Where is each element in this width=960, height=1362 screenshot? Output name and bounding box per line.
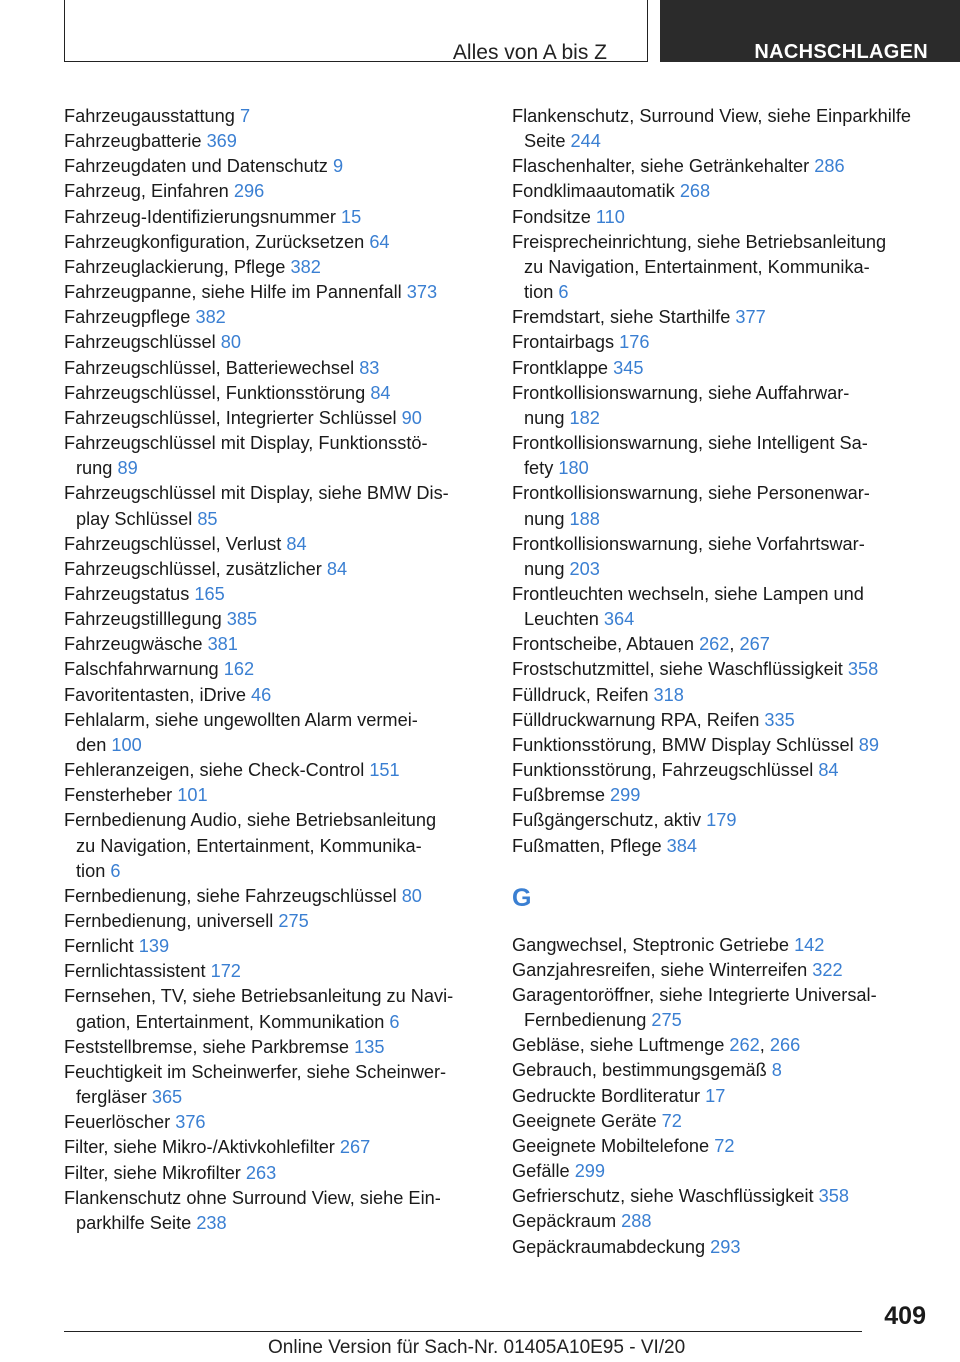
index-entry <box>64 305 484 330</box>
index-entry-text: Frontleuchten wechseln, siehe Lampen und <box>512 583 864 604</box>
header-section-title: Alles von A bis Z <box>452 41 607 64</box>
index-entry-text: Fülldruckwarnung RPA, Reifen <box>512 709 765 730</box>
index-entry <box>512 582 952 632</box>
index-entry-text: Geeignete Geräte <box>512 1110 662 1131</box>
index-entry-text: nung <box>524 508 570 529</box>
index-entry-text: Fahrzeugstilllegung <box>64 609 227 630</box>
index-entry-text: Fahrzeugschlüssel, Verlust <box>64 533 287 554</box>
index-entry <box>64 129 484 154</box>
index-entry-text: Garagentoröffner, siehe Integrierte Universal- <box>512 985 877 1005</box>
index-entry-text: Frontkollisionswarnung, siehe Intelligent Sa- <box>512 433 868 454</box>
page-link[interactable]: 377 <box>735 307 766 328</box>
index-entry <box>512 179 952 204</box>
index-entry-text: zu Navigation, Entertainment, Kommunika- <box>524 256 870 277</box>
index-entry-text: Fahrzeugwäsche <box>64 634 208 655</box>
page-link[interactable]: 275 <box>278 911 309 931</box>
page-link[interactable]: 203 <box>569 558 600 579</box>
index-entry-text: Fondklimaautomatik <box>512 181 680 202</box>
index-entry-text: tion <box>524 282 559 303</box>
index-entry-text: Seite <box>524 131 571 152</box>
page-link[interactable]: 72 <box>714 1135 735 1156</box>
page-link[interactable]: 381 <box>207 634 238 655</box>
index-entry-text: parkhilfe Seite <box>76 1212 197 1233</box>
page-link[interactable]: 80 <box>401 885 422 906</box>
index-entry-text: Fahrzeugschlüssel, Funktionsstörung <box>64 382 371 403</box>
page-link[interactable]: 176 <box>619 332 650 353</box>
index-entry-text: Favoritentasten, iDrive <box>64 684 251 705</box>
page-link[interactable]: 64 <box>369 231 390 252</box>
index-entry <box>64 959 484 984</box>
index-entry <box>512 431 952 481</box>
page-link[interactable]: 179 <box>706 810 737 831</box>
index-entry <box>64 356 484 381</box>
index-entry-text: Fülldruck, Reifen <box>512 684 654 705</box>
index-entry-text: Fahrzeugstatus <box>64 583 195 604</box>
page-link[interactable]: 267 <box>339 1137 371 1158</box>
index-entry <box>512 154 952 179</box>
index-entry-text: Fahrzeugschlüssel <box>64 332 221 353</box>
page-link[interactable]: 17 <box>705 1085 726 1106</box>
page-link[interactable]: 8 <box>771 1060 782 1081</box>
index-entry <box>512 733 952 758</box>
index-entry-text: gation, Entertainment, Kommunikation <box>76 1011 390 1032</box>
index-entry <box>512 330 952 355</box>
index-entry <box>512 205 952 230</box>
index-entry-text: Fahrzeugschlüssel, zusätzlicher <box>64 558 327 579</box>
index-entry <box>64 1135 484 1160</box>
index-entry-text: Fußbremse <box>512 785 611 806</box>
index-entry <box>64 330 484 355</box>
index-entry-text: Fahrzeugschlüssel mit Display, Funktionsstö- <box>64 433 428 454</box>
index-entry <box>512 1134 952 1159</box>
footer-text: Online Version für Sach-Nr. 01405A10E95 - VI/20 <box>268 1337 686 1358</box>
header-chapter-tab <box>660 0 960 62</box>
page-link[interactable]: 318 <box>653 684 684 705</box>
index-entry-text: Fernlichtassistent <box>64 961 211 982</box>
index-entry <box>64 406 484 431</box>
index-entry-text: rung <box>76 458 118 479</box>
header-chapter-label: NACHSCHLAGEN <box>754 41 928 63</box>
index-entry-text: Fußgängerschutz, aktiv <box>512 810 707 831</box>
index-entry-text: Fahrzeugschlüssel mit Display, siehe BMW Dis- <box>64 483 449 504</box>
page-link[interactable]: 80 <box>220 332 241 353</box>
page-link[interactable]: 268 <box>679 181 711 202</box>
section-letter-g: G <box>512 883 532 912</box>
index-list-g <box>512 933 952 1260</box>
index-entry-text: Frontkollisionswarnung, siehe Personenwar- <box>512 483 870 504</box>
page-number: 409 <box>884 1302 926 1330</box>
page-link[interactable]: 172 <box>210 961 241 982</box>
page-link[interactable]: 83 <box>359 357 380 378</box>
index-entry-text: Flaschenhalter, siehe Getränkehalter <box>512 156 815 177</box>
index-entry <box>512 356 952 381</box>
index-column-left <box>64 104 484 1236</box>
index-entry <box>64 934 484 959</box>
index-entry-text: fety <box>524 458 559 479</box>
index-entry-text: Fahrzeugschlüssel, Batteriewechsel <box>64 357 360 378</box>
index-entry-text: Fahrzeugausstattung <box>64 106 240 126</box>
index-entry <box>64 280 484 305</box>
index-entry-text: Fahrzeug, Einfahren <box>64 181 234 202</box>
index-entry <box>64 104 484 129</box>
index-entry <box>64 783 484 808</box>
page-link[interactable]: 100 <box>111 734 142 755</box>
page-link[interactable]: 188 <box>569 508 600 529</box>
index-entry-text: nung <box>524 558 570 579</box>
index-entry <box>512 481 952 531</box>
index-entry-text: zu Navigation, Entertainment, Kommunika- <box>76 835 422 856</box>
index-entry-text: Gepäckraumabdeckung <box>512 1236 711 1257</box>
page-link[interactable]: 15 <box>340 206 362 227</box>
page-link[interactable]: 244 <box>570 131 601 152</box>
page-link[interactable]: 142 <box>794 934 825 955</box>
index-entry-text: Frontairbags <box>512 332 620 353</box>
index-entry <box>512 1209 952 1234</box>
index-entry <box>64 381 484 406</box>
page-link[interactable]: 358 <box>847 659 879 680</box>
page-link[interactable]: 9 <box>332 156 344 177</box>
index-entry-text: Geeignete Mobiltelefone <box>512 1135 715 1156</box>
index-entry-text: Fensterheber <box>64 785 178 806</box>
page-link[interactable]: 84 <box>370 382 391 403</box>
index-entry <box>512 1084 952 1109</box>
index-entry <box>64 179 484 204</box>
page-link[interactable]: 84 <box>818 760 839 781</box>
index-entry <box>512 230 952 305</box>
page-link[interactable]: 110 <box>595 206 625 227</box>
index-entry <box>64 683 484 708</box>
index-entry <box>64 557 484 582</box>
page-link[interactable]: 382 <box>195 307 226 328</box>
index-entry <box>64 808 484 883</box>
index-entry-text: Fehlalarm, siehe ungewollten Alarm vermei- <box>64 709 418 730</box>
page-link[interactable]: 180 <box>558 458 589 479</box>
index-entry-text: Gebläse, siehe Luftmenge <box>512 1035 730 1056</box>
page-link[interactable]: 151 <box>369 760 400 781</box>
index-entry <box>512 683 952 708</box>
header-section-box <box>64 0 648 62</box>
page-link[interactable]: 6 <box>110 860 121 881</box>
index-entry <box>64 1186 484 1236</box>
index-entry <box>512 1235 952 1260</box>
index-entry-text: Gangwechsel, Steptronic Getriebe <box>512 934 795 955</box>
index-entry-text: Fernbedienung <box>524 1010 652 1031</box>
page-link[interactable]: 369 <box>206 131 237 152</box>
page-link[interactable]: 90 <box>401 407 422 428</box>
index-entry <box>512 104 952 154</box>
index-entry-text: Gefrierschutz, siehe Waschflüssigkeit <box>512 1186 819 1207</box>
page-link[interactable]: 89 <box>858 734 879 755</box>
index-entry <box>64 1161 484 1186</box>
page-link[interactable]: 263 <box>245 1162 277 1183</box>
index-entry-text: Fahrzeugdaten und Datenschutz <box>64 156 333 177</box>
index-entry-text: nung <box>524 407 570 428</box>
index-entry-text: Freisprecheinrichtung, siehe Betriebsanleitung <box>512 231 887 252</box>
page-link[interactable]: 84 <box>326 558 348 579</box>
index-entry-text: Fahrzeugpflege <box>64 307 196 328</box>
index-entry <box>64 632 484 657</box>
index-entry-text: Fremdstart, siehe Starthilfe <box>512 307 736 328</box>
page-link[interactable]: 376 <box>175 1112 206 1133</box>
index-entry <box>512 708 952 733</box>
page-link[interactable]: 6 <box>389 1011 400 1032</box>
index-entry <box>64 532 484 557</box>
index-entry <box>64 984 484 1034</box>
index-entry-text: tion <box>76 860 111 881</box>
index-entry-text: Fernbedienung, universell <box>64 911 279 931</box>
index-entry-text: Ganzjahresreifen, siehe Winterreifen <box>512 959 813 980</box>
page-link[interactable]: 345 <box>613 357 644 378</box>
page-link[interactable]: 299 <box>574 1161 606 1182</box>
index-entry-text: Feuchtigkeit im Scheinwerfer, siehe Scheinwer- <box>64 1061 447 1082</box>
index-entry-text: Frostschutzmittel, siehe Waschflüssigkeit <box>512 659 848 680</box>
index-entry <box>512 808 952 833</box>
index-entry <box>64 205 484 230</box>
index-entry <box>512 381 952 431</box>
page-link[interactable]: 335 <box>764 709 795 730</box>
index-entry-text: Leuchten <box>524 609 604 630</box>
page-link[interactable]: 72 <box>661 1110 682 1131</box>
index-entry-text: Frontkollisionswarnung, siehe Vorfahrtswar- <box>512 533 865 554</box>
index-entry <box>512 783 952 808</box>
index-entry <box>64 230 484 255</box>
index-entry <box>64 708 484 758</box>
index-entry <box>64 758 484 783</box>
index-entry <box>512 532 952 582</box>
page-link[interactable]: 296 <box>233 181 265 202</box>
index-entry-text: Feuerlöscher <box>64 1112 176 1133</box>
index-entry <box>64 1110 484 1135</box>
index-entry-text: Fernsehen, TV, siehe Betriebsanleitung zu Navi- <box>64 986 454 1007</box>
index-entry <box>512 933 952 958</box>
index-entry <box>64 255 484 280</box>
index-entry <box>64 154 484 179</box>
page-link[interactable]: 165 <box>194 583 225 604</box>
page-link[interactable]: 135 <box>354 1036 385 1057</box>
page-link[interactable]: 84 <box>286 533 307 554</box>
page-link[interactable]: 365 <box>151 1087 183 1108</box>
page-link[interactable]: 46 <box>251 684 272 705</box>
page-link[interactable]: 266 <box>769 1035 801 1056</box>
page-link[interactable]: 382 <box>290 256 321 277</box>
index-entry-text: fergläser <box>76 1087 152 1108</box>
index-entry-text: Gefälle <box>512 1161 575 1182</box>
page-link[interactable]: 322 <box>812 959 843 980</box>
index-entry-text: Fahrzeuglackierung, Pflege <box>64 256 291 277</box>
index-entry-text: Frontklappe <box>512 357 614 378</box>
index-entry-text: Falschfahrwarnung <box>64 659 224 680</box>
page-link[interactable]: 267 <box>739 634 770 655</box>
index-entry-text: Gebrauch, bestimmungsgemäß <box>512 1060 772 1081</box>
index-column-right <box>512 104 952 1260</box>
index-entry <box>64 657 484 682</box>
index-entry <box>64 582 484 607</box>
index-entry-text: Fahrzeugschlüssel, Integrierter Schlüssel <box>64 407 402 428</box>
page-link[interactable]: 288 <box>621 1211 652 1232</box>
index-entry-text: Funktionsstörung, BMW Display Schlüssel <box>512 734 859 755</box>
index-entry-text: Flankenschutz, Surround View, siehe Einparkhilfe <box>512 106 912 126</box>
index-entry: Gebläse, siehe Luftmenge 262, 266 <box>512 1035 801 1056</box>
index-entry <box>64 481 484 531</box>
index-entry-text: Fondsitze <box>512 206 596 227</box>
page-link[interactable]: 262 <box>729 1035 760 1056</box>
page-link[interactable]: 7 <box>239 106 251 126</box>
page-link[interactable]: 364 <box>603 609 635 630</box>
index-entry <box>512 1159 952 1184</box>
index-entry-text: play Schlüssel <box>76 508 198 529</box>
page-link[interactable]: 101 <box>177 785 208 806</box>
index-entry-text: Frontscheibe, Abtauen <box>512 634 700 655</box>
page-link[interactable]: 182 <box>569 407 600 428</box>
index-entry-text: Fahrzeugkonfiguration, Zurücksetzen <box>64 231 370 252</box>
page-link[interactable]: 373 <box>406 282 438 303</box>
page-link[interactable]: 384 <box>666 835 698 856</box>
page-link[interactable]: 385 <box>226 609 258 630</box>
index-entry: Frontscheibe, Abtauen 262, 267 <box>512 634 770 655</box>
index-entry-text: Gedruckte Bordliteratur <box>512 1085 706 1106</box>
index-entry <box>64 1035 484 1060</box>
index-entry-text: Fußmatten, Pflege <box>512 835 667 856</box>
index-list-left <box>64 104 484 1236</box>
index-entry-text: Flankenschutz ohne Surround View, siehe Ein- <box>64 1187 441 1208</box>
page-link[interactable]: 262 <box>699 634 730 655</box>
index-entry <box>512 958 952 983</box>
index-entry-text: Fernbedienung, siehe Fahrzeugschlüssel <box>64 885 402 906</box>
index-entry-text: Fahrzeug-Identifizierungsnummer <box>64 206 341 227</box>
index-entry <box>512 1109 952 1134</box>
index-entry-text: den <box>76 734 112 755</box>
page-link[interactable]: 139 <box>138 936 170 957</box>
index-entry-text: Funktionsstörung, Fahrzeugschlüssel <box>512 760 819 781</box>
index-entry <box>64 431 484 481</box>
footer-divider <box>64 1331 862 1332</box>
index-entry <box>512 758 952 783</box>
index-entry-text: Fahrzeugpanne, siehe Hilfe im Pannenfall <box>64 282 407 303</box>
index-entry-text: Fernbedienung Audio, siehe Betriebsanleitung <box>64 810 437 831</box>
index-entry-text: Fernlicht <box>64 936 139 957</box>
index-entry-text: Filter, siehe Mikrofilter <box>64 1162 246 1183</box>
index-entry <box>64 607 484 632</box>
index-entry-text: Filter, siehe Mikro-/Aktivkohlefilter <box>64 1137 340 1158</box>
index-entry <box>512 834 952 859</box>
index-entry <box>512 983 952 1033</box>
page-link[interactable]: 6 <box>558 282 569 303</box>
index-entry <box>512 1184 952 1209</box>
index-entry <box>512 657 952 682</box>
page-link[interactable]: 89 <box>117 458 138 479</box>
index-entry <box>64 884 484 909</box>
index-entry <box>64 1060 484 1110</box>
page-link[interactable]: 286 <box>814 156 845 177</box>
page-link[interactable]: 299 <box>610 785 641 806</box>
page-link[interactable]: 85 <box>197 508 218 529</box>
index-entry-text: Fehleranzeigen, siehe Check-Control <box>64 760 370 781</box>
index-list-f <box>512 104 952 859</box>
index-entry-text: Fahrzeugbatterie <box>64 131 207 152</box>
index-entry-text: Gepäckraum <box>512 1211 622 1232</box>
page-link[interactable]: 358 <box>818 1186 849 1207</box>
index-entry <box>64 909 484 934</box>
page-link[interactable]: 238 <box>196 1212 227 1233</box>
page-link[interactable]: 293 <box>710 1236 741 1257</box>
index-entry-text: Frontkollisionswarnung, siehe Auffahrwar- <box>512 382 850 403</box>
page-link[interactable]: 162 <box>223 659 255 680</box>
index-entry-text: Feststellbremse, siehe Parkbremse <box>64 1036 355 1057</box>
index-entry <box>512 1058 952 1083</box>
page-link[interactable]: 275 <box>651 1010 682 1031</box>
index-entry <box>512 305 952 330</box>
